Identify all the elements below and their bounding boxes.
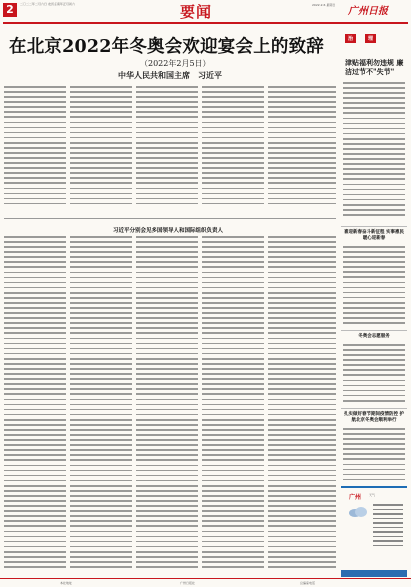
page-footer	[0, 578, 411, 587]
sidebar-tag-1: 治	[345, 34, 356, 43]
masthead-date-meta: 二〇二二年二月六日 农历壬寅年正月初六	[20, 2, 75, 6]
weather-city: 广州	[349, 494, 362, 501]
sidebar-subhead-3: 扎实做好春节期间疫情防控 护航北京冬奥会顺利举行	[343, 412, 405, 423]
sidebar-divider-1	[341, 226, 407, 227]
article-column-4	[202, 236, 264, 571]
masthead	[0, 0, 411, 22]
masthead-date: 2022.2.6 星期日	[312, 3, 336, 7]
sidebar-tag-2: 理	[365, 34, 376, 43]
cloud-icon	[347, 506, 369, 518]
sidebar-subhead-1: 喜迎新春奋斗新征程 实事惠民暖心迎新春	[343, 230, 405, 241]
speech-column-2	[70, 86, 132, 206]
weather-box	[341, 486, 407, 568]
footer-phone: 总编室电话	[300, 581, 316, 585]
sidebar-tag-box	[341, 32, 407, 50]
sidebar-subhead-2: 冬奥会志愿服务	[358, 334, 390, 339]
sidebar-column-4	[343, 428, 405, 483]
sidebar-column-1	[343, 82, 405, 222]
footer-address: 本社地址	[60, 581, 73, 585]
speech-column-5	[268, 86, 336, 206]
speech-column-1	[4, 86, 66, 206]
article-column-2	[70, 236, 132, 571]
section-title: 要闻	[180, 3, 213, 21]
article-column-5	[268, 236, 336, 571]
article-headline-leaders-meeting: 习近平分别会见多国领导人和国际组织负责人	[113, 228, 224, 234]
section-divider	[4, 218, 336, 219]
main-headline: 在北京2022年冬奥会欢迎宴会上的致辞	[9, 37, 325, 57]
weather-label: 天气	[369, 493, 376, 497]
article-column-1	[4, 236, 66, 571]
speech-column-3	[136, 86, 198, 206]
sidebar-divider-2	[341, 330, 407, 331]
sidebar-headline: 津贴福利勿违规 廉洁过节不"失节"	[345, 58, 404, 76]
footer-publisher: 广州日报社	[180, 581, 196, 585]
weather-bar	[341, 570, 407, 577]
sidebar-column-2	[343, 246, 405, 326]
speech-column-4	[202, 86, 264, 206]
sidebar-column-3	[343, 344, 405, 404]
masthead-rule	[3, 22, 408, 24]
weather-details	[373, 504, 403, 549]
byline: 中华人民共和国主席 习近平	[118, 70, 222, 80]
article-column-3	[136, 236, 198, 571]
newspaper-logo: 广州日报	[348, 6, 388, 17]
speech-date: （2022年2月5日）	[140, 59, 211, 68]
page-number: 2	[3, 3, 17, 17]
sidebar-divider-3	[341, 408, 407, 409]
